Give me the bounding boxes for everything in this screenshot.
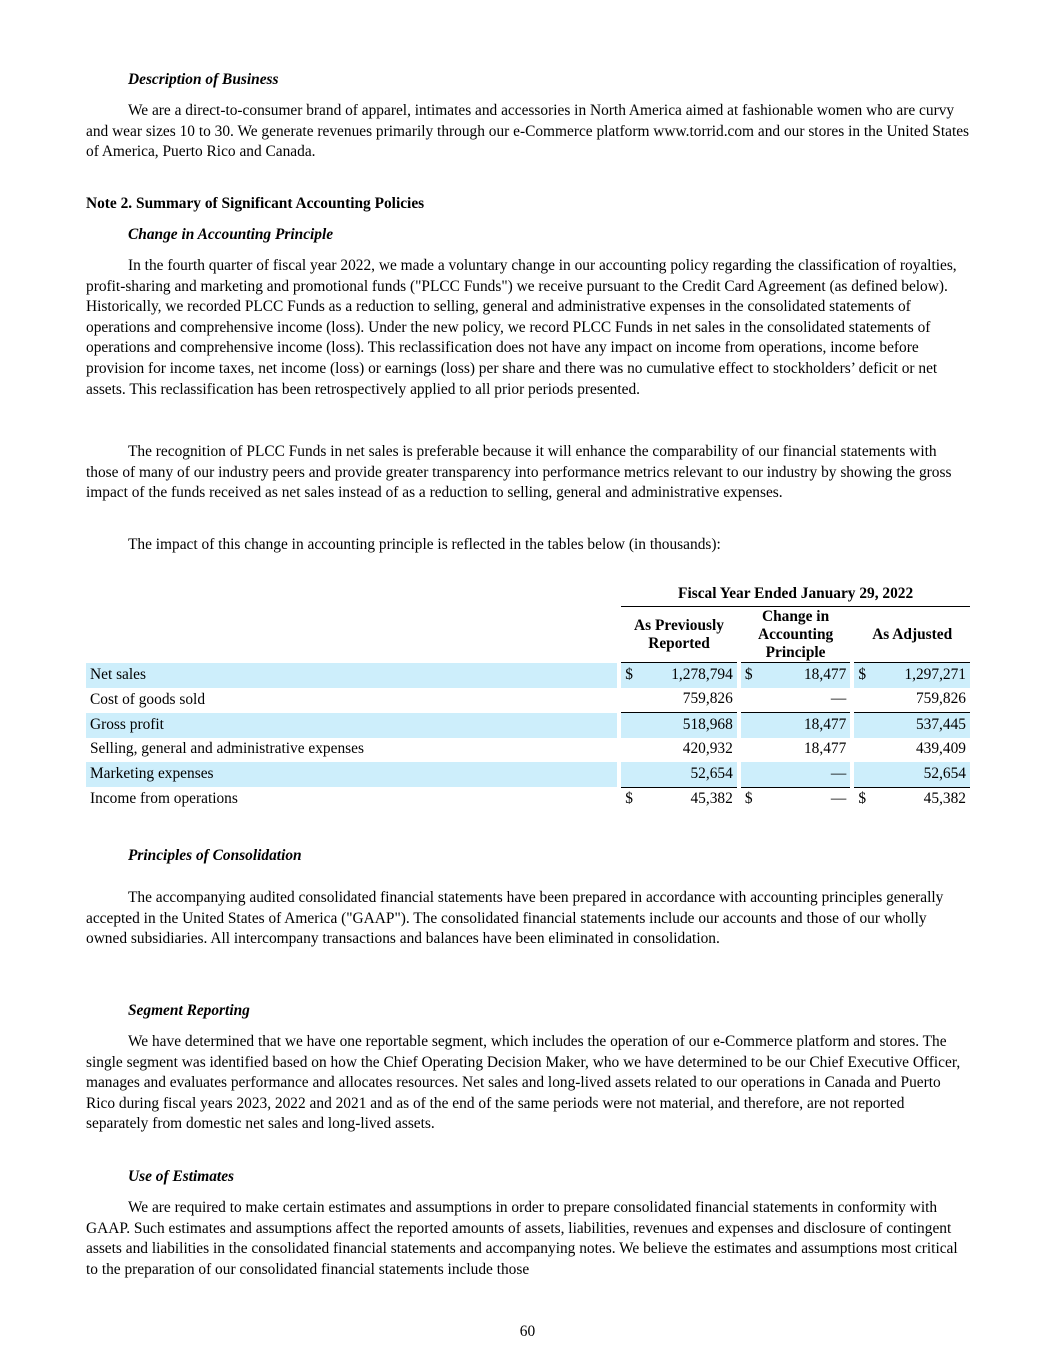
period-header: Fiscal Year Ended January 29, 2022: [621, 582, 970, 607]
note-2-title: Note 2. Summary of Significant Accounting Policies: [86, 195, 425, 212]
paragraph-change-principle-1: In the fourth quarter of fiscal year 2022, we made a voluntary change in our accounting policy regarding the classification of royalties, profit-sharing and marketing and promotional funds ("PLCC Funds") we receive pursuant to the Credit Card Agreement (as defined below). Historically, we recorded PLCC Funds as a reduction to selling, general and administrative expenses in the consolidated statements of operations and comprehensive income (loss). Under the new policy, we record PLCC Funds in net sales in the consolidated statements of operations and comprehensive income (loss). This reclassification does not have any impact on income from operations, income before provision for income taxes, net income (loss) or earnings (loss) per share and there was no cumulative effect to stockholders’ deficit or net assets. This reclassification has been retrospectively applied to all prior periods presented.: [86, 257, 957, 398]
paragraph-change-principle-2: The recognition of PLCC Funds in net sales is preferable because it will enhance the comparability of our financial statements with those of many of our industry peers and provide greater transparency into performance metrics relevant to our industry by showing the gross impact of the funds received as net sales instead of as a reduction to selling, general and administrative expenses.: [86, 443, 952, 502]
heading-use-of-estimates: Use of Estimates: [128, 1168, 235, 1185]
table-row: Selling, general and administrative expenses 420,932 18,477 439,409: [90, 740, 966, 758]
table-row: Cost of goods sold 759,826 — 759,826: [90, 690, 966, 708]
column-header-row: [86, 607, 970, 663]
table-row: Marketing expenses 52,654 — 52,654: [86, 762, 970, 787]
heading-change-in-accounting-principle: Change in Accounting Principle: [128, 226, 334, 243]
period-header-row: [86, 582, 970, 607]
paragraph-principles-of-consolidation: The accompanying audited consolidated financial statements have been prepared in accordance with accounting principles generally accepted in the United States of America ("GAAP"). The consolidated financial statements include our accounts and those of our wholly owned subsidiaries. All intercompany transactions and balances have been eliminated in consolidation.: [86, 889, 944, 948]
paragraph-change-principle-3: The impact of this change in accounting principle is reflected in the tables below (in thousands):: [128, 536, 721, 553]
paragraph-segment-reporting: We have determined that we have one reportable segment, which includes the operation of our e-Commerce platform and stores. The single segment was identified based on how the Chief Operating Decision Maker, who we have determined to be our Chief Executive Officer, manages and evaluates performance and allocates resources. Net sales and long-lived assets related to our operations in Canada and Puerto Rico during fiscal years 2023, 2022 and 2021 and as of the end of the same periods were not material, and therefore, are not reported separately from domestic net sales and long-lived assets.: [86, 1033, 961, 1133]
table-row: Net sales $ 1,278,794 $ 18,477 $ 1,297,271: [86, 663, 970, 688]
col-header-change-in-principle: Change in Accounting Principle: [741, 607, 850, 663]
impact-table: [86, 582, 970, 812]
heading-principles-of-consolidation: Principles of Consolidation: [128, 847, 302, 864]
heading-description-of-business: Description of Business: [128, 71, 279, 88]
col-header-previously-reported: As Previously Reported: [621, 607, 737, 663]
table-row: Gross profit 518,968 18,477 537,445: [86, 713, 970, 738]
col-header-as-adjusted: As Adjusted: [854, 607, 970, 663]
page-number: 60: [519, 1323, 536, 1340]
heading-segment-reporting: Segment Reporting: [128, 1002, 250, 1019]
paragraph-description-of-business: We are a direct-to-consumer brand of apparel, intimates and accessories in North America aimed at fashionable women who are curvy and wear sizes 10 to 30. We generate revenues primarily through our e-Commerce platform www.torrid.com and our stores in the United States of America, Puerto Rico and Canada.: [86, 102, 970, 161]
table-row: Income from operations $ 45,382 $ — $ 45,382: [86, 787, 970, 812]
paragraph-use-of-estimates: We are required to make certain estimates and assumptions in order to prepare consolidated financial statements in conformity with GAAP. Such estimates and assumptions affect the reported amounts of assets, liabilities, revenues and expenses and disclosure of contingent assets and liabilities in the consolidated financial statements and accompanying notes. We believe the estimates and assumptions most critical to the preparation of our consolidated financial statements include those: [86, 1199, 958, 1278]
